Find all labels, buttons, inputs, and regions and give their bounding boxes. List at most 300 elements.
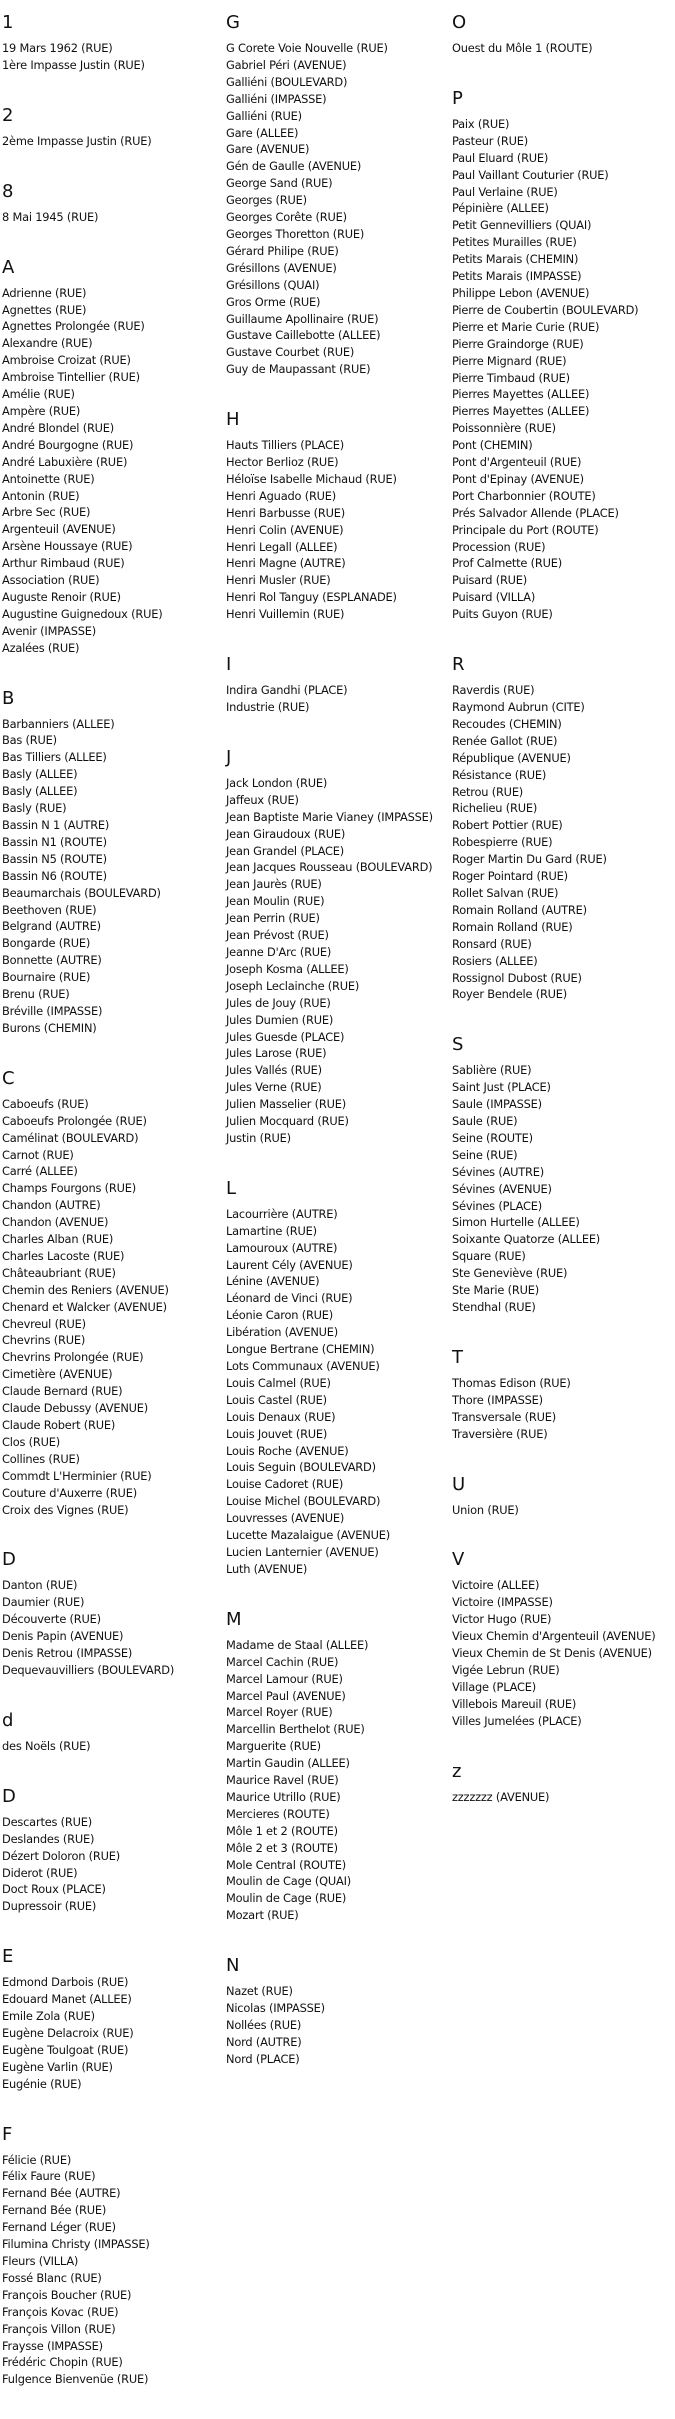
street-link[interactable]: Jules Vallés (RUE) [226,1063,322,1078]
street-link[interactable]: Rossignol Dubost (RUE) [452,970,582,985]
street-link[interactable]: Henri Rol Tanguy (ESPLANADE) [226,590,397,605]
street-link[interactable]: Petit Gennevilliers (QUAI) [452,218,592,233]
letter-section [2,12,224,74]
street-link[interactable]: André Labuxière (RUE) [2,454,128,469]
street-link[interactable]: Nord (AUTRE) [226,2034,302,2049]
street-link[interactable]: Châteaubriant (RUE) [2,1265,116,1280]
street-link[interactable]: Vieux Chemin de St Denis (AVENUE) [452,1646,652,1661]
street-link[interactable]: Jean Jacques Rousseau (BOULEVARD) [226,860,433,875]
street-link[interactable]: Henri Aguado (RUE) [226,488,337,503]
street-link[interactable]: Pierre Graindorge (RUE) [452,336,584,351]
street-link[interactable]: Claude Debussy (AVENUE) [2,1401,149,1416]
street-link[interactable]: Félicie (RUE) [2,2152,72,2167]
letter-heading: I [226,654,232,676]
letter-heading: R [452,654,465,676]
letter-section [226,1955,452,2068]
street-link[interactable]: Edouard Manet (ALLEE) [2,1992,132,2007]
street-link[interactable]: Brenu (RUE) [2,987,70,1002]
street-link[interactable]: Pierre de Coubertin (BOULEVARD) [452,302,639,317]
street-link[interactable]: Jaffeux (RUE) [226,792,299,807]
street-link[interactable]: Longue Bertrane (CHEMIN) [226,1342,375,1357]
street-link[interactable]: Diderot (RUE) [2,1865,78,1880]
street-link[interactable]: Jean Jaurès (RUE) [226,877,322,892]
street-link[interactable]: Galliéni (BOULEVARD) [226,74,348,89]
street-link[interactable]: Sévines (AUTRE) [452,1164,545,1179]
street-link[interactable]: Héloïse Isabelle Michaud (RUE) [226,471,397,486]
street-link[interactable]: Fulgence Bienvenüe (RUE) [2,2372,149,2387]
street-link[interactable]: Caboeufs (RUE) [2,1096,89,1111]
street-link[interactable]: Claude Robert (RUE) [2,1418,116,1432]
street-link[interactable]: Petites Murailles (RUE) [452,235,577,250]
street-link[interactable]: Ste Marie (RUE) [452,1283,539,1298]
street-link[interactable]: Dézert Doloron (RUE) [2,1848,120,1863]
street-link[interactable]: Marcellin Berthelot (RUE) [226,1722,365,1737]
street-link[interactable]: Fossé Blanc (RUE) [2,2270,102,2285]
street-link[interactable]: Jules Dumien (RUE) [226,1012,334,1027]
street-link[interactable]: Mercieres (ROUTE) [226,1806,330,1821]
letter-heading: z [452,1760,462,1782]
street-link[interactable]: Vigée Lebrun (RUE) [452,1662,560,1677]
street-link[interactable]: André Bourgogne (RUE) [2,437,134,452]
street-link[interactable]: Auguste Renoir (RUE) [2,589,121,604]
street-link[interactable]: Thomas Edison (RUE) [452,1375,571,1390]
street-link[interactable]: Louise Michel (BOULEVARD) [226,1494,381,1509]
street-link[interactable]: François Kovac (RUE) [2,2304,119,2319]
street-link[interactable]: Bassin N1 (ROUTE) [2,834,107,849]
street-link[interactable]: Jean Baptiste Marie Vianey (IMPASSE) [226,809,433,824]
street-link[interactable]: Port Charbonnier (ROUTE) [452,488,596,503]
street-link[interactable]: Lots Communaux (AVENUE) [226,1359,380,1373]
street-link[interactable]: Pasteur (RUE) [452,133,529,148]
street-link[interactable]: Ampère (RUE) [2,403,81,418]
street-link[interactable]: Eugène Varlin (RUE) [2,2059,113,2074]
street-link[interactable]: Royer Bendele (RUE) [452,987,568,1002]
street-link[interactable]: Justin (RUE) [226,1130,291,1145]
street-link[interactable]: Guy de Maupassant (RUE) [226,362,371,377]
street-link[interactable]: Villes Jumelées (PLACE) [452,1713,582,1728]
street-link[interactable]: Ouest du Môle 1 (ROUTE) [452,41,593,55]
street-link[interactable]: Léonard de Vinci (RUE) [226,1291,353,1306]
letter-section [2,2124,224,2389]
street-link[interactable]: Pierre et Marie Curie (RUE) [452,319,600,334]
street-link[interactable]: Madame de Staal (ALLEE) [226,1637,369,1652]
street-link[interactable]: Pont d'Epinay (AVENUE) [452,471,584,486]
street-link[interactable]: 19 Mars 1962 (RUE) [2,41,113,55]
street-link[interactable]: Georges Corête (RUE) [226,210,347,225]
street-link[interactable]: Simon Hurtelle (ALLEE) [452,1215,580,1230]
street-link[interactable]: Seine (ROUTE) [452,1130,533,1145]
street-link[interactable]: Arthur Rimbaud (RUE) [2,556,125,571]
street-link[interactable]: Danton (RUE) [2,1578,78,1593]
street-link[interactable]: Marcel Cachin (RUE) [226,1654,339,1669]
street-link[interactable]: Beaumarchais (BOULEVARD) [2,885,161,900]
street-link[interactable]: Seine (RUE) [452,1147,518,1162]
street-link[interactable]: Puisard (VILLA) [452,590,536,605]
street-link[interactable]: Croix des Vignes (RUE) [2,1502,129,1517]
street-link[interactable]: Alexandre (RUE) [2,336,93,351]
street-link[interactable]: Gustave Courbet (RUE) [226,345,355,360]
street-link[interactable]: Eugénie (RUE) [2,2076,82,2091]
street-link[interactable]: Nicolas (IMPASSE) [226,2001,325,2016]
street-link[interactable]: Bassin N5 (ROUTE) [2,851,107,866]
letter-heading: D [2,1785,16,1807]
street-link[interactable]: Maurice Ravel (RUE) [226,1773,339,1788]
street-link[interactable]: Filumina Christy (IMPASSE) [2,2237,150,2252]
street-link[interactable]: Victor Hugo (RUE) [452,1612,552,1627]
street-link[interactable]: Gros Orme (RUE) [226,294,321,309]
street-link[interactable]: Paul Verlaine (RUE) [452,184,558,199]
street-link[interactable]: Burons (CHEMIN) [2,1020,97,1035]
street-link[interactable]: Clos (RUE) [2,1434,60,1449]
street-link[interactable]: Nazet (RUE) [226,1984,293,1999]
street-link[interactable]: Fraysse (IMPASSE) [2,2338,103,2353]
street-link[interactable]: Philippe Lebon (AVENUE) [452,285,590,300]
street-link[interactable]: Augustine Guignedoux (RUE) [2,606,163,621]
street-link[interactable]: Richelieu (RUE) [452,801,538,816]
street-link[interactable]: Bréville (IMPASSE) [2,1003,103,1018]
street-link[interactable]: Pépinière (ALLEE) [452,201,549,216]
letter-section [226,409,452,623]
street-link[interactable]: Soixante Quatorze (ALLEE) [452,1232,601,1247]
street-link[interactable]: Transversale (RUE) [452,1409,556,1424]
street-link[interactable]: Maurice Utrillo (RUE) [226,1789,341,1804]
street-link[interactable]: Sévines (PLACE) [452,1198,543,1213]
street-link[interactable]: Indira Gandhi (PLACE) [226,683,348,698]
street-link[interactable]: Daumier (RUE) [2,1595,85,1610]
street-link[interactable]: Lucette Mazalaigue (AVENUE) [226,1528,390,1543]
letter-heading: A [2,256,15,278]
street-link[interactable]: Môle 2 et 3 (ROUTE) [226,1840,338,1855]
street-link[interactable]: Lacourrière (AUTRE) [226,1206,338,1221]
street-link[interactable]: Argenteuil (AVENUE) [2,522,116,537]
street-link[interactable]: Arbre Sec (RUE) [2,505,91,520]
street-link[interactable]: Bassin N 1 (AUTRE) [2,818,110,832]
street-link[interactable]: Résistance (RUE) [452,767,547,782]
street-link[interactable]: Union (RUE) [452,1502,519,1517]
street-link[interactable]: Julien Mocquard (RUE) [226,1114,349,1129]
street-link[interactable]: Georges (RUE) [226,193,307,208]
street-link[interactable]: Chemin des Reniers (AVENUE) [2,1282,169,1297]
street-link[interactable]: François Villon (RUE) [2,2321,116,2336]
street-link[interactable]: Charles Lacoste (RUE) [2,1248,125,1263]
street-link[interactable]: Bas (RUE) [2,733,57,748]
street-link[interactable]: Sévines (AVENUE) [452,1181,552,1196]
street-link[interactable]: Marcel Royer (RUE) [226,1705,333,1720]
street-link[interactable]: Traversière (RUE) [452,1426,548,1441]
street-link[interactable]: Romain Rolland (RUE) [452,919,573,934]
street-link[interactable]: Paix (RUE) [452,116,510,131]
street-link[interactable]: Collines (RUE) [2,1451,80,1466]
street-link[interactable]: Basly (RUE) [2,801,67,816]
street-link[interactable]: Marcel Paul (AVENUE) [226,1688,346,1703]
street-link[interactable]: Paul Vaillant Couturier (RUE) [452,167,609,182]
street-link[interactable]: Eugène Toulgoat (RUE) [2,2042,129,2057]
street-link[interactable]: Recoudes (CHEMIN) [452,716,562,731]
street-link[interactable]: Villebois Mareuil (RUE) [452,1696,577,1711]
street-link[interactable]: Thore (IMPASSE) [452,1392,543,1407]
street-link[interactable]: Léonie Caron (RUE) [226,1308,334,1323]
street-link[interactable]: Joseph Kosma (ALLEE) [226,961,349,976]
street-link[interactable]: George Sand (RUE) [226,176,333,191]
street-link[interactable]: Association (RUE) [2,573,100,588]
street-link[interactable]: André Blondel (RUE) [2,420,115,435]
street-link[interactable]: Robert Pottier (RUE) [452,818,563,833]
street-link[interactable]: Denis Papin (AVENUE) [2,1629,124,1644]
street-link[interactable]: Libération (AVENUE) [226,1325,339,1340]
street-link[interactable]: Roger Pointard (RUE) [452,869,568,884]
street-link[interactable]: Chevrins (RUE) [2,1333,86,1348]
street-link[interactable]: Bournaire (RUE) [2,970,91,985]
street-link[interactable]: Jules Verne (RUE) [226,1080,322,1095]
letter-section [226,1178,452,1578]
street-link[interactable]: Beethoven (RUE) [2,902,97,917]
street-link[interactable]: Henri Legall (ALLEE) [226,539,338,554]
street-link[interactable]: Henri Colin (AVENUE) [226,522,344,537]
street-link[interactable]: Agnettes (RUE) [2,302,87,317]
street-link[interactable]: Découverte (RUE) [2,1612,101,1627]
street-link[interactable]: Claude Bernard (RUE) [2,1384,123,1399]
street-link[interactable]: Basly (ALLEE) [2,784,78,799]
street-link[interactable]: Louvresses (AVENUE) [226,1511,345,1526]
street-link[interactable]: Hector Berlioz (RUE) [226,455,339,470]
street-link[interactable]: Dequevauvilliers (BOULEVARD) [2,1662,175,1677]
letter-section [226,12,452,378]
street-link[interactable]: Charles Alban (RUE) [2,1232,114,1247]
street-link[interactable]: Gare (ALLEE) [226,125,299,140]
street-link[interactable]: Doct Roux (PLACE) [2,1882,106,1897]
street-link[interactable]: Raymond Aubrun (CITE) [452,700,585,714]
street-link[interactable]: Descartes (RUE) [2,1814,93,1829]
letter-section [2,1946,224,2092]
street-link[interactable]: Petits Marais (IMPASSE) [452,269,582,284]
street-link[interactable]: François Boucher (RUE) [2,2287,132,2302]
street-link[interactable]: Petits Marais (CHEMIN) [452,252,579,267]
street-link[interactable]: Chenard et Walcker (AVENUE) [2,1299,167,1314]
street-link[interactable]: Fernand Bée (RUE) [2,2203,107,2218]
street-link[interactable]: Industrie (RUE) [226,700,310,714]
letter-heading: 8 [2,180,14,202]
street-link[interactable]: Fernand Léger (RUE) [2,2220,116,2235]
letter-heading: T [452,1346,463,1368]
street-link[interactable]: Lamouroux (AUTRE) [226,1240,338,1255]
street-link[interactable]: Julien Masselier (RUE) [226,1097,347,1112]
street-link[interactable]: Ronsard (RUE) [452,936,532,951]
street-link[interactable]: Saule (IMPASSE) [452,1097,542,1112]
street-link[interactable]: Félix Faure (RUE) [2,2169,96,2184]
street-link[interactable]: Mole Central (ROUTE) [226,1857,346,1872]
street-link[interactable]: Moulin de Cage (RUE) [226,1891,347,1906]
street-link[interactable]: Hauts Tilliers (PLACE) [226,438,345,453]
street-link[interactable]: Jean Giraudoux (RUE) [226,826,346,841]
street-link[interactable]: Barbanniers (ALLEE) [2,716,115,731]
street-link[interactable]: Ambroise Croizat (RUE) [2,353,131,368]
street-link[interactable]: Laurent Cély (AVENUE) [226,1257,353,1272]
street-link[interactable]: Marguerite (RUE) [226,1739,321,1754]
street-link[interactable]: Stendhal (RUE) [452,1300,536,1314]
street-link[interactable]: Ambroise Tintellier (RUE) [2,370,140,385]
street-link[interactable]: Mozart (RUE) [226,1908,299,1923]
street-link[interactable]: Dupressoir (RUE) [2,1899,97,1914]
street-link[interactable]: Procession (RUE) [452,539,546,554]
street-link[interactable]: G Corete Voie Nouvelle (RUE) [226,41,388,55]
street-link[interactable]: Pierre Mignard (RUE) [452,353,567,368]
street-link[interactable]: Cimetière (AVENUE) [2,1367,113,1382]
street-link[interactable]: Victoire (IMPASSE) [452,1595,553,1610]
street-link[interactable]: Lucien Lanternier (AVENUE) [226,1544,379,1559]
street-link[interactable]: Carré (ALLEE) [2,1164,78,1179]
street-link[interactable]: Jules Guesde (PLACE) [226,1029,345,1044]
street-link[interactable]: Saule (RUE) [452,1114,518,1129]
street-link[interactable]: Joseph Leclainche (RUE) [226,978,360,993]
street-link[interactable]: Bassin N6 (ROUTE) [2,868,107,883]
street-link[interactable]: Avenir (IMPASSE) [2,623,97,638]
street-link[interactable]: Jules de Jouy (RUE) [226,995,331,1010]
street-link[interactable]: Caboeufs Prolongée (RUE) [2,1113,147,1128]
street-link[interactable]: Gérard Philipe (RUE) [226,243,339,258]
street-link[interactable]: Champs Fourgons (RUE) [2,1181,136,1196]
street-link[interactable]: Poissonnière (RUE) [452,421,556,436]
street-link[interactable]: Henri Musler (RUE) [226,573,331,588]
street-link[interactable]: Pont (CHEMIN) [452,438,533,453]
street-link[interactable]: Jack London (RUE) [226,775,328,790]
street-link[interactable]: Gén de Gaulle (AVENUE) [226,159,362,174]
street-link[interactable]: Nord (PLACE) [226,2051,300,2066]
street-link[interactable]: Square (RUE) [452,1249,526,1264]
street-link[interactable]: Puits Guyon (RUE) [452,607,553,622]
street-link[interactable]: zzzzzzz (AVENUE) [452,1789,550,1804]
street-link[interactable]: Galliéni (RUE) [226,108,302,123]
street-link[interactable]: Lénine (AVENUE) [226,1274,320,1289]
street-link[interactable]: Gabriel Péri (AVENUE) [226,57,347,72]
street-link[interactable]: Louis Castel (RUE) [226,1392,327,1407]
street-link[interactable]: Principale du Port (ROUTE) [452,522,599,537]
street-link[interactable]: Pierres Mayettes (ALLEE) [452,387,590,402]
letter-section [452,1761,674,1806]
street-link[interactable]: Agnettes Prolongée (RUE) [2,319,145,334]
street-link[interactable]: 8 Mai 1945 (RUE) [2,209,99,224]
street-link[interactable]: 2ème Impasse Justin (RUE) [2,133,152,148]
street-link[interactable]: Raverdis (RUE) [452,683,535,698]
street-link[interactable]: Lamartine (RUE) [226,1223,317,1238]
street-link[interactable]: Nollées (RUE) [226,2018,302,2032]
street-link[interactable]: Môle 1 et 2 (ROUTE) [226,1823,338,1838]
street-link[interactable]: Antonin (RUE) [2,488,80,503]
street-link[interactable]: Chandon (AVENUE) [2,1215,109,1230]
street-link[interactable]: Henri Magne (AUTRE) [226,556,346,571]
street-link[interactable]: Romain Rolland (AUTRE) [452,902,587,917]
street-link[interactable]: Jules Larose (RUE) [226,1046,327,1061]
street-link[interactable]: Adrienne (RUE) [2,285,87,300]
street-link[interactable]: Luth (AVENUE) [226,1561,308,1576]
street-link[interactable]: Pierre Timbaud (RUE) [452,370,570,385]
street-link[interactable]: Sablière (RUE) [452,1063,532,1078]
street-link[interactable]: Jeanne D'Arc (RUE) [226,944,332,959]
street-link[interactable]: Chevrins Prolongée (RUE) [2,1350,144,1365]
street-link[interactable]: Arsène Houssaye (RUE) [2,539,133,554]
letter-section [226,1609,452,1924]
street-link[interactable]: Amélie (RUE) [2,387,75,402]
street-link[interactable]: Jean Moulin (RUE) [226,894,325,909]
index-column-2 [226,12,452,2099]
street-link[interactable]: Gustave Caillebotte (ALLEE) [226,328,381,343]
street-link[interactable]: Village (PLACE) [452,1679,536,1694]
street-link[interactable]: Couture d'Auxerre (RUE) [2,1485,137,1500]
street-link[interactable]: Bonnette (AUTRE) [2,953,102,968]
street-link[interactable]: Louis Calmel (RUE) [226,1375,331,1390]
street-link[interactable]: Fleurs (VILLA) [2,2254,79,2268]
street-link[interactable]: Fernand Bée (AUTRE) [2,2186,121,2201]
street-link[interactable]: Grésillons (QUAI) [226,277,320,292]
street-link[interactable]: Deslandes (RUE) [2,1831,95,1846]
street-link[interactable]: Ste Geneviève (RUE) [452,1266,568,1281]
street-link[interactable]: Galliéni (IMPASSE) [226,91,327,106]
street-link[interactable]: Jean Perrin (RUE) [226,911,320,926]
street-link[interactable]: Louis Seguin (BOULEVARD) [226,1460,376,1475]
street-link[interactable]: Louis Jouvet (RUE) [226,1426,328,1441]
street-link[interactable]: Rosiers (ALLEE) [452,953,538,968]
street-link[interactable]: Roger Martin Du Gard (RUE) [452,852,607,867]
street-link[interactable]: Denis Retrou (IMPASSE) [2,1646,133,1661]
street-link[interactable]: Antoinette (RUE) [2,471,95,486]
street-link[interactable]: Belgrand (AUTRE) [2,919,101,934]
street-link[interactable]: Eugène Delacroix (RUE) [2,2025,134,2040]
street-link[interactable]: Pont d'Argenteuil (RUE) [452,455,582,470]
street-link[interactable]: 1ère Impasse Justin (RUE) [2,57,145,72]
street-link[interactable]: Jean Prévost (RUE) [226,928,329,943]
street-link[interactable]: Grésillons (AVENUE) [226,260,337,275]
street-link[interactable]: Bongarde (RUE) [2,936,91,951]
street-link[interactable]: Chandon (AUTRE) [2,1198,101,1213]
street-link[interactable]: Robespierre (RUE) [452,835,553,850]
street-link[interactable]: Frédéric Chopin (RUE) [2,2355,123,2370]
street-link[interactable]: Retrou (RUE) [452,784,524,799]
street-link[interactable]: Chevreul (RUE) [2,1316,86,1331]
street-link[interactable]: Bas Tilliers (ALLEE) [2,750,107,765]
street-link[interactable]: Edmond Darbois (RUE) [2,1975,129,1990]
street-link[interactable]: Moulin de Cage (QUAI) [226,1874,351,1889]
street-link[interactable]: Georges Thoretton (RUE) [226,226,365,241]
street-link[interactable]: Pierres Mayettes (ALLEE) [452,404,590,419]
street-link[interactable]: Louis Roche (AVENUE) [226,1443,349,1458]
street-link[interactable]: Louis Denaux (RUE) [226,1409,336,1424]
street-link[interactable]: Henri Barbusse (RUE) [226,505,346,520]
street-link[interactable]: Carnot (RUE) [2,1147,74,1162]
street-link[interactable]: Rollet Salvan (RUE) [452,885,559,900]
street-link[interactable]: Louise Cadoret (RUE) [226,1477,344,1492]
street-link[interactable]: Paul Eluard (RUE) [452,150,549,165]
street-link[interactable]: Guillaume Apollinaire (RUE) [226,311,379,326]
street-link[interactable]: Saint Just (PLACE) [452,1080,551,1095]
street-link[interactable]: Camélinat (BOULEVARD) [2,1130,139,1145]
street-link[interactable]: Vieux Chemin d'Argenteuil (AVENUE) [452,1629,656,1644]
street-link[interactable]: Henri Vuillemin (RUE) [226,607,345,622]
street-link[interactable]: Jean Grandel (PLACE) [226,843,345,858]
street-link[interactable]: Gare (AVENUE) [226,142,310,157]
street-link[interactable]: des Noëls (RUE) [2,1738,91,1753]
street-link[interactable]: Commdt L'Herminier (RUE) [2,1468,152,1483]
street-link[interactable]: Emile Zola (RUE) [2,2009,95,2024]
street-link[interactable]: Victoire (ALLEE) [452,1578,540,1593]
street-link[interactable]: Prof Calmette (RUE) [452,556,563,571]
street-link[interactable]: Renée Gallot (RUE) [452,733,558,748]
street-link[interactable]: Martin Gaudin (ALLEE) [226,1756,350,1771]
street-link[interactable]: Puisard (RUE) [452,573,528,588]
street-link[interactable]: Azalées (RUE) [2,640,80,655]
street-link[interactable]: Marcel Lamour (RUE) [226,1671,343,1686]
street-link[interactable]: République (AVENUE) [452,750,571,765]
street-link[interactable]: Basly (ALLEE) [2,767,78,782]
street-link[interactable]: Prés Salvador Allende (PLACE) [452,505,619,520]
